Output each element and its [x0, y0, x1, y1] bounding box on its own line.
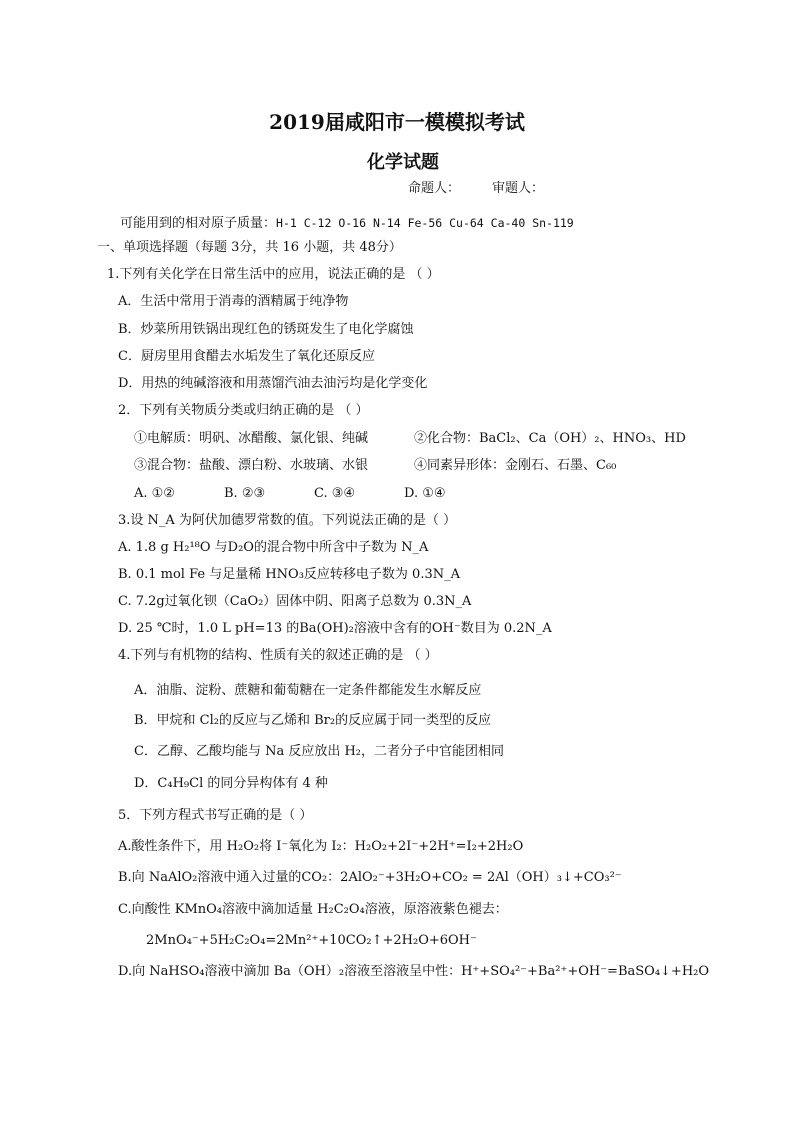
q3-option-d: D. 25 ℃时，1.0 L pH=13 的Ba(OH)₂溶液中含有的OH⁻数目为 0.2N_A: [118, 621, 552, 636]
q5-option-b: B.向 NaAlO₂溶液中通入过量的CO₂：2AlO₂⁻+3H₂O+CO₂ = 2Al（OH）₃↓+CO₃²⁻: [118, 870, 622, 885]
q1-option-a: A．生活中常用于消毒的酒精属于纯净物: [118, 294, 349, 309]
q4-option-d: D．C₄H₉Cl 的同分异构体有 4 种: [134, 776, 328, 791]
q5-option-a: A.酸性条件下，用 H₂O₂将 I⁻氧化为 I₂：H₂O₂+2I⁻+2H⁺=I₂+2H₂O: [118, 839, 524, 854]
q1-option-b: B．炒菜所用铁锅出现红色的锈斑发生了电化学腐蚀: [118, 322, 414, 337]
q1-option-c: C．厨房里用食醋去水垢发生了氧化还原反应: [118, 349, 375, 364]
section-heading: 一、单项选择题（每题 3分，共 16 小题，共 48分）: [97, 240, 402, 255]
q4-option-b: B．甲烷和 Cl₂的反应与乙烯和 Br₂的反应属于同一类型的反应: [134, 713, 492, 728]
q5-stem: 5．下列方程式书写正确的是（ ）: [118, 808, 313, 823]
q4-option-a: A．油脂、淀粉、蔗糖和葡萄糖在一定条件都能发生水解反应: [134, 683, 482, 698]
q2-statement-2: ②化合物：BaCl₂、Ca（OH）₂、HNO₃、HD: [414, 431, 686, 446]
q5-option-c-equation: 2MnO₄⁻+5H₂C₂O₄=2Mn²⁺+10CO₂↑+2H₂O+6OH⁻: [146, 933, 477, 948]
q2-option-d: D. ①④: [404, 486, 446, 501]
q3-option-b: B. 0.1 mol Fe 与足量稀 HNO₃反应转移电子数为 0.3N_A: [118, 567, 460, 582]
q4-option-c: C．乙醇、乙酸均能与 Na 反应放出 H₂，二者分子中官能团相同: [134, 744, 505, 759]
q2-option-a: A. ①②: [134, 486, 175, 501]
q2-option-c: C. ③④: [314, 486, 356, 501]
atomic-mass-values: H-1 C-12 O-16 N-14 Fe-56 Cu-64 Ca-40 Sn-119: [276, 216, 574, 230]
q2-option-b: B. ②③: [224, 486, 266, 501]
q3-option-a: A. 1.8 g H₂¹⁸O 与D₂O的混合物中所含中子数为 N_A: [118, 540, 429, 555]
q4-stem: 4.下列与有机物的结构、性质有关的叙述正确的是 （ ）: [118, 648, 438, 663]
q2-statement-3: ③混合物：盐酸、漂白粉、水玻璃、水银: [134, 458, 369, 473]
author-label: 命题人：: [408, 181, 461, 196]
q2-stem: 2．下列有关物质分类或归纳正确的是 （ ）: [118, 403, 369, 418]
exam-title: 2019届咸阳市一模模拟考试: [269, 110, 525, 134]
q5-option-d: D.向 NaHSO₄溶液中滴加 Ba（OH）₂溶液至溶液呈中性：H⁺+SO₄²⁻+Ba²⁺+OH⁻=BaSO₄↓+H₂O: [118, 964, 710, 979]
q5-option-c: C.向酸性 KMnO₄溶液中滴加适量 H₂C₂O₄溶液，原溶液紫色褪去：: [118, 902, 508, 917]
q3-option-c: C. 7.2g过氧化钡（CaO₂）固体中阴、阳离子总数为 0.3N_A: [118, 594, 472, 609]
subject-title: 化学试题: [367, 152, 439, 173]
q2-statement-4: ④同素异形体：金刚石、石墨、C₆₀: [414, 458, 617, 473]
reviewer-label: 审题人：: [492, 181, 545, 196]
q2-statement-1: ①电解质：明矾、冰醋酸、氯化银、纯碱: [134, 431, 369, 446]
atomic-mass-line: [120, 214, 574, 233]
q3-stem: 3.设 N_A 为阿伏加德罗常数的值。下列说法正确的是（ ）: [118, 513, 457, 528]
q1-stem: 1.下列有关化学在日常生活中的应用，说法正确的是 （ ）: [107, 267, 440, 282]
q1-option-d: D．用热的纯碱溶液和用蒸馏汽油去油污均是化学变化: [118, 376, 428, 391]
atomic-mass-label: 可能用到的相对原子质量：: [120, 216, 277, 231]
